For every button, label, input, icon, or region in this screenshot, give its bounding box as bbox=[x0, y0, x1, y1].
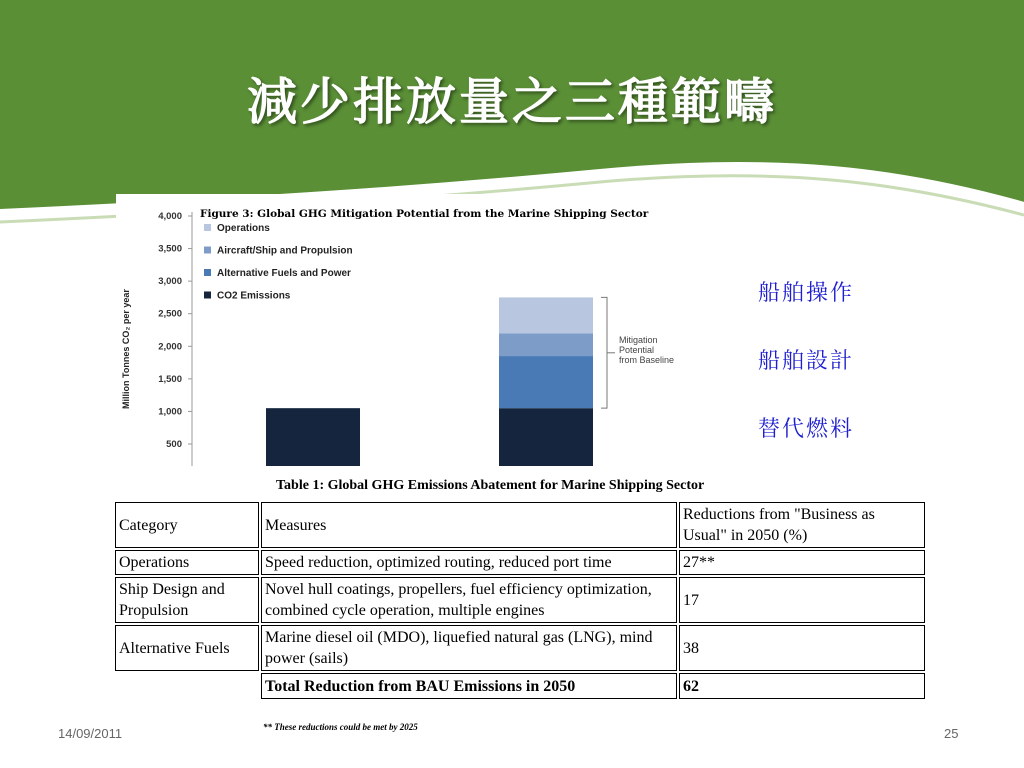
total-value: 62 bbox=[679, 673, 925, 699]
cell-measures: Novel hull coatings, propellers, fuel efficiency optimization, combined cycle operation, multiple engines bbox=[261, 577, 677, 623]
table-title: Table 1: Global GHG Emissions Abatement for Marine Shipping Sector bbox=[276, 478, 705, 493]
slide-date: 14/09/2011 bbox=[58, 726, 123, 741]
table-row bbox=[115, 625, 925, 671]
cell-category: Alternative Fuels bbox=[115, 625, 259, 671]
abatement-table bbox=[113, 500, 927, 701]
mitigation-bracket bbox=[601, 297, 607, 408]
label-ship-design: 船舶設計 bbox=[758, 349, 855, 374]
bracket-label: Potential bbox=[619, 344, 655, 355]
y-tick-label: 2,000 bbox=[158, 341, 182, 353]
legend-swatch bbox=[204, 269, 211, 276]
cell-measures: Speed reduction, optimized routing, reduced port time bbox=[261, 550, 677, 575]
bracket-label: Mitigation bbox=[619, 334, 658, 345]
table-row bbox=[115, 550, 925, 575]
y-tick-label: 500 bbox=[166, 439, 182, 450]
header-reductions: Reductions from "Business as Usual" in 2050 (%) bbox=[679, 502, 925, 548]
cell-measures: Marine diesel oil (MDO), liquefied natural gas (LNG), mind power (sails) bbox=[261, 625, 677, 671]
slide-title: 減少排放量之三種範疇 bbox=[247, 72, 777, 131]
bar-segment bbox=[499, 408, 593, 466]
y-tick-label: 2,500 bbox=[158, 308, 182, 320]
cell-reduction: 27** bbox=[679, 550, 925, 575]
y-tick-label: 4,000 bbox=[158, 211, 182, 222]
y-tick-label: 1,000 bbox=[158, 406, 182, 418]
y-tick-label: 1,500 bbox=[158, 373, 182, 385]
bar-segment bbox=[499, 333, 593, 356]
table-row bbox=[115, 577, 925, 623]
stacked-bar-chart bbox=[116, 194, 722, 466]
bracket-label: from Baseline bbox=[619, 354, 675, 365]
bar-segment bbox=[499, 297, 593, 333]
legend-label: Operations bbox=[217, 223, 270, 234]
legend-label: CO2 Emissions bbox=[217, 290, 291, 302]
legend-swatch bbox=[204, 292, 211, 299]
bar-segment bbox=[499, 356, 593, 408]
legend-label: Aircraft/Ship and Propulsion bbox=[217, 245, 353, 257]
page-number: 25 bbox=[944, 726, 959, 741]
figure-title: Figure 3: Global GHG Mitigation Potential from the Marine Shipping Sector bbox=[200, 208, 649, 220]
table-total-row bbox=[115, 673, 925, 699]
y-tick-label: 3,500 bbox=[158, 243, 182, 255]
cell-category: Operations bbox=[115, 550, 259, 575]
ghg-figure bbox=[116, 194, 722, 466]
table-footnote: ** These reductions could be met by 2025 bbox=[263, 722, 418, 732]
y-tick-label: 3,000 bbox=[158, 276, 182, 288]
cell-reduction: 38 bbox=[679, 625, 925, 671]
header-measures: Measures bbox=[261, 502, 677, 548]
label-ship-operation: 船舶操作 bbox=[758, 281, 855, 306]
total-label: Total Reduction from BAU Emissions in 2050 bbox=[261, 673, 677, 699]
label-alternative-fuels: 替代燃料 bbox=[758, 417, 855, 442]
legend-swatch bbox=[204, 224, 211, 231]
legend-swatch bbox=[204, 247, 211, 254]
empty-cell bbox=[115, 673, 259, 699]
header-category: Category bbox=[115, 502, 259, 548]
bar-segment bbox=[266, 408, 360, 466]
legend-label: Alternative Fuels and Power bbox=[217, 268, 351, 279]
cell-category: Ship Design and Propulsion bbox=[115, 577, 259, 623]
y-axis-label: Million Tonnes CO₂ per year bbox=[121, 289, 131, 409]
cell-reduction: 17 bbox=[679, 577, 925, 623]
